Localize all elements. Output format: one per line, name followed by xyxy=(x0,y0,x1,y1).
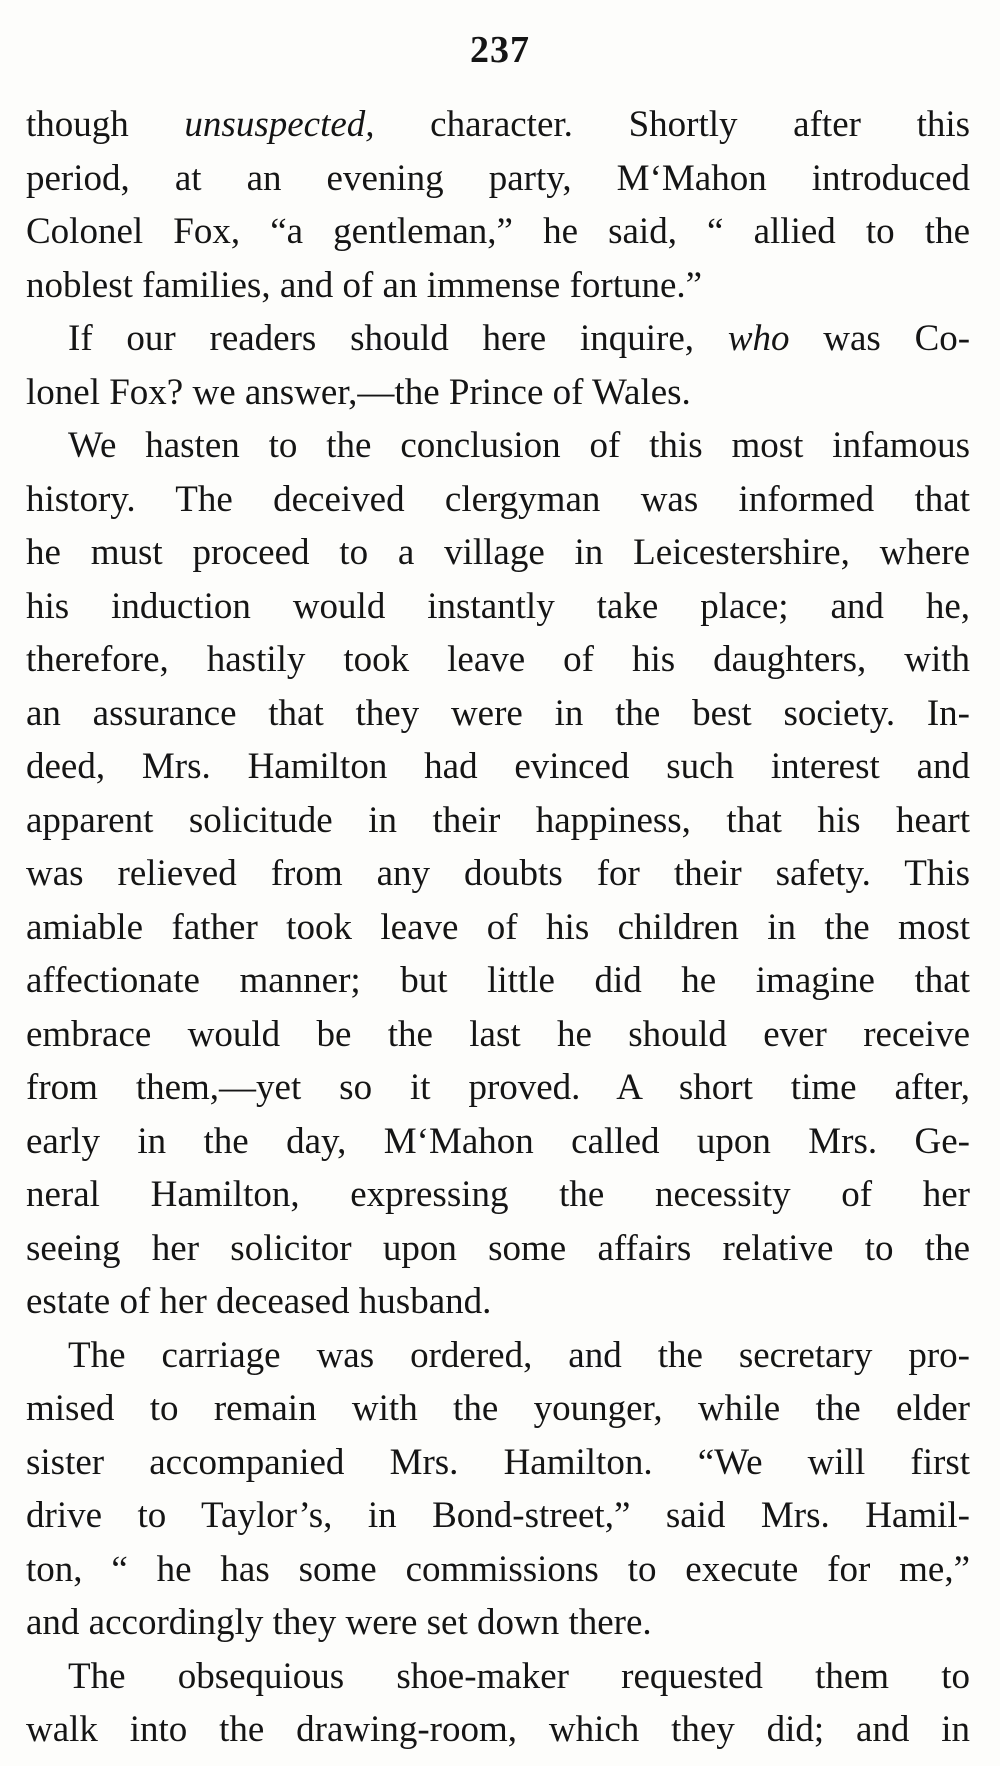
text-line: lonel Fox? we answer,—the Prince of Wales. xyxy=(26,371,691,413)
text-line: early in the day, M‘Mahon called upon Mrs. Ge- xyxy=(26,1120,970,1162)
text-line: affectionate manner; but little did he imagine that xyxy=(26,960,970,1001)
text-line: seeing her solicitor upon some affairs relative to the xyxy=(26,1227,970,1269)
text-line: walk into the drawing-room, which they did; and in xyxy=(26,1709,970,1750)
text-line: sister accompanied Mrs. Hamilton. “We will first xyxy=(26,1441,970,1483)
text-line: was relieved from any doubts for their safety. This xyxy=(26,853,970,894)
italic-word: who xyxy=(727,318,790,359)
text-line: deed, Mrs. Hamilton had evinced such interest and xyxy=(26,746,970,787)
text-line: and accordingly they were set down there. xyxy=(26,1602,652,1643)
text-line: his induction would instantly take place; and he, xyxy=(26,585,970,627)
text-line: an assurance that they were in the best society. In- xyxy=(26,692,970,734)
text-line: The obsequious shoe-maker requested them to xyxy=(68,1655,970,1697)
page-number: 237 xyxy=(470,29,530,71)
text-line: though unsuspected, character. Shortly after this xyxy=(26,104,971,145)
text-line: period, at an evening party, M‘Mahon introduced xyxy=(26,157,970,199)
text-line: apparent solicitude in their happiness, that his heart xyxy=(26,799,970,841)
body-text xyxy=(26,98,970,1757)
text-line: noblest families, and of an immense fortune.” xyxy=(26,264,703,306)
text-line: mised to remain with the younger, while the elder xyxy=(26,1388,970,1429)
text-line: therefore, hastily took leave of his daughters, with xyxy=(26,639,970,680)
text-line: he must proceed to a village in Leicestershire, where xyxy=(26,532,970,573)
text-line: embrace would be the last he should ever receive xyxy=(26,1013,970,1055)
text-line: amiable father took leave of his children in the most xyxy=(26,906,970,948)
text-line: neral Hamilton, expressing the necessity of her xyxy=(26,1174,970,1215)
text-line: If our readers should here inquire, who was Co- xyxy=(68,318,971,359)
italic-word: unsuspected, xyxy=(184,104,375,145)
text-line: ton, “ he has some commissions to execute for me,” xyxy=(26,1548,970,1590)
text-line: drive to Taylor’s, in Bond-street,” said Mrs. Hamil- xyxy=(26,1495,970,1536)
text-line: from them,—yet so it proved. A short time after, xyxy=(26,1067,970,1108)
text-line: The carriage was ordered, and the secretary pro- xyxy=(68,1334,970,1376)
text-line: We hasten to the conclusion of this most infamous xyxy=(68,425,970,466)
text-line: estate of her deceased husband. xyxy=(26,1281,492,1322)
text-line: history. The deceived clergyman was informed that xyxy=(26,478,970,520)
text-line: Colonel Fox, “a gentleman,” he said, “ allied to the xyxy=(26,211,970,252)
